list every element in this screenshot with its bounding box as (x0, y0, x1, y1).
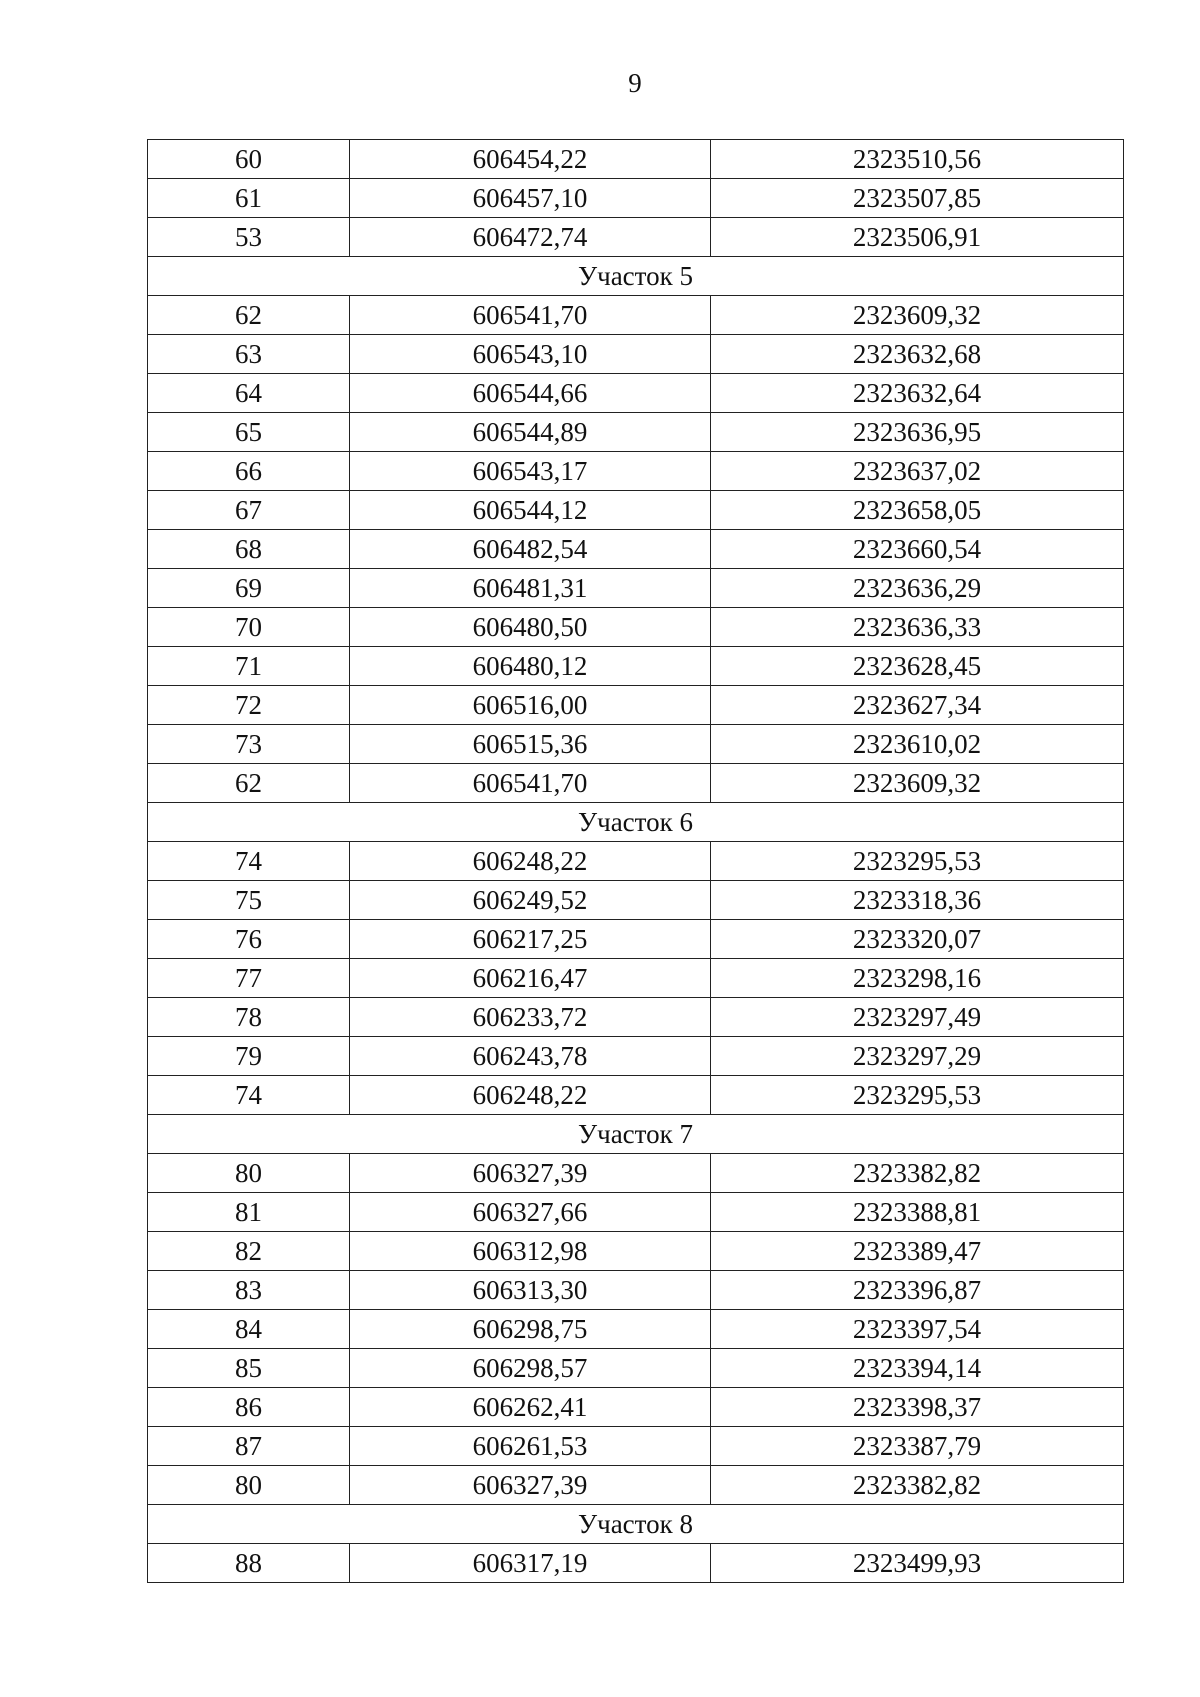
y-coordinate-cell: 2323609,32 (711, 764, 1124, 803)
table-row (148, 452, 1124, 491)
point-number-cell: 72 (148, 686, 350, 725)
point-number-cell: 66 (148, 452, 350, 491)
point-number-cell: 60 (148, 140, 350, 179)
point-number-cell: 69 (148, 569, 350, 608)
y-coordinate-cell: 2323632,64 (711, 374, 1124, 413)
x-coordinate-cell: 606472,74 (350, 218, 711, 257)
y-coordinate-cell: 2323387,79 (711, 1427, 1124, 1466)
table-row (148, 1076, 1124, 1115)
table-row (148, 1037, 1124, 1076)
x-coordinate-cell: 606243,78 (350, 1037, 711, 1076)
table-row (148, 218, 1124, 257)
table-row (148, 1193, 1124, 1232)
section-title: Участок 7 (148, 1115, 1124, 1154)
point-number-cell: 78 (148, 998, 350, 1037)
point-number-cell: 80 (148, 1466, 350, 1505)
y-coordinate-cell: 2323636,33 (711, 608, 1124, 647)
table-row (148, 1388, 1124, 1427)
table-row (148, 842, 1124, 881)
table-row (148, 491, 1124, 530)
point-number-cell: 80 (148, 1154, 350, 1193)
section-title: Участок 6 (148, 803, 1124, 842)
table-row (148, 998, 1124, 1037)
table-row (148, 569, 1124, 608)
table-row (148, 1154, 1124, 1193)
table-row (148, 725, 1124, 764)
point-number-cell: 70 (148, 608, 350, 647)
point-number-cell: 63 (148, 335, 350, 374)
point-number-cell: 62 (148, 296, 350, 335)
x-coordinate-cell: 606249,52 (350, 881, 711, 920)
x-coordinate-cell: 606216,47 (350, 959, 711, 998)
y-coordinate-cell: 2323382,82 (711, 1466, 1124, 1505)
x-coordinate-cell: 606233,72 (350, 998, 711, 1037)
point-number-cell: 64 (148, 374, 350, 413)
x-coordinate-cell: 606298,75 (350, 1310, 711, 1349)
x-coordinate-cell: 606248,22 (350, 1076, 711, 1115)
x-coordinate-cell: 606313,30 (350, 1271, 711, 1310)
x-coordinate-cell: 606515,36 (350, 725, 711, 764)
x-coordinate-cell: 606541,70 (350, 296, 711, 335)
x-coordinate-cell: 606454,22 (350, 140, 711, 179)
table-row (148, 920, 1124, 959)
table-row (148, 179, 1124, 218)
section-title: Участок 5 (148, 257, 1124, 296)
point-number-cell: 86 (148, 1388, 350, 1427)
y-coordinate-cell: 2323609,32 (711, 296, 1124, 335)
x-coordinate-cell: 606480,12 (350, 647, 711, 686)
point-number-cell: 68 (148, 530, 350, 569)
y-coordinate-cell: 2323506,91 (711, 218, 1124, 257)
x-coordinate-cell: 606317,19 (350, 1544, 711, 1583)
section-header-row (148, 1505, 1124, 1544)
table-row (148, 1544, 1124, 1583)
section-title: Участок 8 (148, 1505, 1124, 1544)
point-number-cell: 88 (148, 1544, 350, 1583)
page-number: 9 (628, 68, 642, 98)
x-coordinate-cell: 606217,25 (350, 920, 711, 959)
x-coordinate-cell: 606248,22 (350, 842, 711, 881)
point-number-cell: 87 (148, 1427, 350, 1466)
x-coordinate-cell: 606457,10 (350, 179, 711, 218)
y-coordinate-cell: 2323510,56 (711, 140, 1124, 179)
point-number-cell: 77 (148, 959, 350, 998)
point-number-cell: 83 (148, 1271, 350, 1310)
table-row (148, 530, 1124, 569)
y-coordinate-cell: 2323320,07 (711, 920, 1124, 959)
y-coordinate-cell: 2323636,29 (711, 569, 1124, 608)
y-coordinate-cell: 2323397,54 (711, 1310, 1124, 1349)
coordinates-table-body (148, 140, 1124, 1583)
y-coordinate-cell: 2323660,54 (711, 530, 1124, 569)
point-number-cell: 74 (148, 1076, 350, 1115)
y-coordinate-cell: 2323318,36 (711, 881, 1124, 920)
y-coordinate-cell: 2323398,37 (711, 1388, 1124, 1427)
table-row (148, 413, 1124, 452)
table-row (148, 1310, 1124, 1349)
x-coordinate-cell: 606541,70 (350, 764, 711, 803)
point-number-cell: 85 (148, 1349, 350, 1388)
point-number-cell: 53 (148, 218, 350, 257)
y-coordinate-cell: 2323297,49 (711, 998, 1124, 1037)
table-row (148, 1271, 1124, 1310)
table-row (148, 374, 1124, 413)
x-coordinate-cell: 606482,54 (350, 530, 711, 569)
point-number-cell: 82 (148, 1232, 350, 1271)
table-row (148, 647, 1124, 686)
x-coordinate-cell: 606516,00 (350, 686, 711, 725)
y-coordinate-cell: 2323628,45 (711, 647, 1124, 686)
section-header-row (148, 1115, 1124, 1154)
y-coordinate-cell: 2323507,85 (711, 179, 1124, 218)
table-row (148, 335, 1124, 374)
point-number-cell: 79 (148, 1037, 350, 1076)
x-coordinate-cell: 606327,39 (350, 1154, 711, 1193)
point-number-cell: 73 (148, 725, 350, 764)
x-coordinate-cell: 606544,89 (350, 413, 711, 452)
x-coordinate-cell: 606261,53 (350, 1427, 711, 1466)
point-number-cell: 61 (148, 179, 350, 218)
point-number-cell: 67 (148, 491, 350, 530)
point-number-cell: 84 (148, 1310, 350, 1349)
x-coordinate-cell: 606298,57 (350, 1349, 711, 1388)
x-coordinate-cell: 606544,66 (350, 374, 711, 413)
y-coordinate-cell: 2323499,93 (711, 1544, 1124, 1583)
y-coordinate-cell: 2323297,29 (711, 1037, 1124, 1076)
y-coordinate-cell: 2323658,05 (711, 491, 1124, 530)
y-coordinate-cell: 2323636,95 (711, 413, 1124, 452)
y-coordinate-cell: 2323610,02 (711, 725, 1124, 764)
table-row (148, 881, 1124, 920)
x-coordinate-cell: 606262,41 (350, 1388, 711, 1427)
y-coordinate-cell: 2323388,81 (711, 1193, 1124, 1232)
x-coordinate-cell: 606480,50 (350, 608, 711, 647)
y-coordinate-cell: 2323298,16 (711, 959, 1124, 998)
y-coordinate-cell: 2323382,82 (711, 1154, 1124, 1193)
y-coordinate-cell: 2323295,53 (711, 842, 1124, 881)
table-row (148, 764, 1124, 803)
x-coordinate-cell: 606543,10 (350, 335, 711, 374)
table-row (148, 608, 1124, 647)
point-number-cell: 81 (148, 1193, 350, 1232)
x-coordinate-cell: 606327,39 (350, 1466, 711, 1505)
point-number-cell: 76 (148, 920, 350, 959)
point-number-cell: 65 (148, 413, 350, 452)
section-header-row (148, 257, 1124, 296)
y-coordinate-cell: 2323389,47 (711, 1232, 1124, 1271)
table-row (148, 686, 1124, 725)
x-coordinate-cell: 606544,12 (350, 491, 711, 530)
table-row (148, 1466, 1124, 1505)
point-number-cell: 71 (148, 647, 350, 686)
x-coordinate-cell: 606327,66 (350, 1193, 711, 1232)
y-coordinate-cell: 2323396,87 (711, 1271, 1124, 1310)
table-row (148, 140, 1124, 179)
y-coordinate-cell: 2323632,68 (711, 335, 1124, 374)
y-coordinate-cell: 2323637,02 (711, 452, 1124, 491)
table-row (148, 959, 1124, 998)
table-row (148, 1349, 1124, 1388)
point-number-cell: 62 (148, 764, 350, 803)
point-number-cell: 75 (148, 881, 350, 920)
table-row (148, 1232, 1124, 1271)
section-header-row (148, 803, 1124, 842)
table-row (148, 296, 1124, 335)
y-coordinate-cell: 2323295,53 (711, 1076, 1124, 1115)
point-number-cell: 74 (148, 842, 350, 881)
y-coordinate-cell: 2323627,34 (711, 686, 1124, 725)
x-coordinate-cell: 606543,17 (350, 452, 711, 491)
x-coordinate-cell: 606481,31 (350, 569, 711, 608)
table-row (148, 1427, 1124, 1466)
x-coordinate-cell: 606312,98 (350, 1232, 711, 1271)
y-coordinate-cell: 2323394,14 (711, 1349, 1124, 1388)
coordinates-table (147, 139, 1124, 1583)
